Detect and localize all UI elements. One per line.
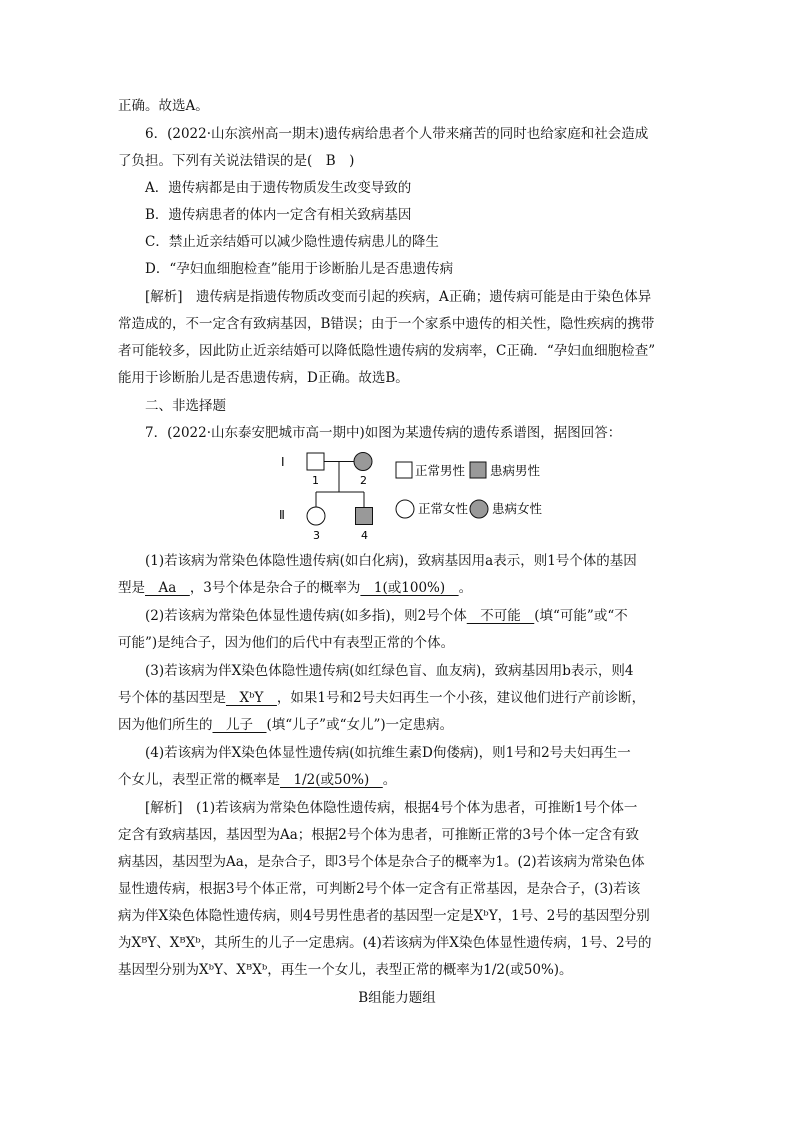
text-span: 号个体的基因型是 xyxy=(118,690,226,706)
answer-blank: Aa xyxy=(145,580,190,596)
sub-question-4-cont xyxy=(118,770,396,790)
answer-blank: 1/2(或50%) xyxy=(280,772,383,788)
sub-question-1: (1)若该病为常染色体隐性遗传病(如白化病)，致病基因用a表示，则1号个体的基因 xyxy=(145,553,637,569)
generation-label-1: I xyxy=(281,455,285,469)
normal-male-1 xyxy=(307,453,324,470)
answer-blank: 儿子 xyxy=(212,717,267,733)
text-line: 正确。故选A。 xyxy=(118,98,209,114)
explanation-6: [解析] 遗传病是指遗传物质改变而引起的疾病，A正确；遗传病可能是由于染色体异 xyxy=(145,289,652,305)
explanation-7: [解析] (1)若该病为常染色体隐性遗传病，根据4号个体为患者，可推断1号个体一 xyxy=(145,800,638,816)
sub-question-3: (3)若该病为伴X染色体隐性遗传病(如红绿色盲、血友病)，致病基因用b表示，则4 xyxy=(145,663,634,679)
text-span: 型是 xyxy=(118,580,145,596)
text-span: 个女儿，表型正常的概率是 xyxy=(118,772,280,788)
explanation-6-cont: 能用于诊断胎儿是否患遗传病，D正确。故选B。 xyxy=(118,370,409,386)
sub-question-4: (4)若该病为伴X染色体显性遗传病(如抗维生素D佝偻病)，则1号和2号夫妇再生一 xyxy=(145,745,631,761)
explanation-7-cont: 定含有致病基因，基因型为Aa；根据2号个体为患者，可推断正常的3号个体一定含有致 xyxy=(118,827,639,843)
sub-question-2-cont: 可能”)是纯合子，因为他们的后代中有表型正常的个体。 xyxy=(118,635,455,651)
explanation-7-cont: 为XᴮY、XᴮXᵇ，其所生的儿子一定患病。(4)若该病为伴X染色体显性遗传病，1号、2号的 xyxy=(118,935,652,951)
individual-number-2: 2 xyxy=(360,474,367,487)
text-span: 。 xyxy=(458,580,473,596)
text-span: (2)若该病为常染色体显性遗传病(如多指)，则2号个体 xyxy=(145,608,467,624)
option-b: B．遗传病患者的体内一定含有相关致病基因 xyxy=(145,207,412,223)
sub-question-3-cont xyxy=(118,688,645,708)
legend-normal-male-label: 正常男性 xyxy=(415,463,466,478)
legend-affected-female-label: 患病女性 xyxy=(492,501,543,516)
individual-number-3: 3 xyxy=(313,529,320,542)
explanation-6-cont: 常造成的，不一定含有致病基因，B错误；由于一个家系中遗传的相关性，隐性疾病的携带 xyxy=(118,316,655,332)
option-d: D．“孕妇血细胞检查”能用于诊断胎儿是否患遗传病 xyxy=(145,261,454,277)
text-span: 。 xyxy=(382,772,397,788)
sub-question-2 xyxy=(145,606,628,626)
answer-blank: 不可能 xyxy=(466,608,535,624)
text-span: 因为他们所生的 xyxy=(118,717,213,733)
text-span: (填“可能”或“不 xyxy=(534,608,628,624)
affected-female-2 xyxy=(354,453,372,471)
generation-label-2: Ⅱ xyxy=(279,508,285,522)
group-heading: B组能力题组 xyxy=(358,990,436,1006)
text-span: ，3号个体是杂合子的概率为 xyxy=(189,580,361,596)
answer-blank: XᵇY xyxy=(226,690,277,706)
sub-question-1-cont xyxy=(118,578,472,598)
explanation-7-cont: 基因型分别为XᵇY、XᴮXᵇ，再生一个女儿，表型正常的概率为1/2(或50%)。 xyxy=(118,962,573,978)
explanation-7-cont: 病基因，基因型为Aa，是杂合子，即3号个体是杂合子的概率为1。(2)若该病为常染色体 xyxy=(118,854,645,870)
explanation-7-cont: 显性遗传病，根据3号个体正常，可判断2号个体一定含有正常基因，是杂合子，(3)若该 xyxy=(118,881,641,897)
question-7-stem: 7．(2022·山东泰安肥城市高一期中)如图为某遗传病的遗传系谱图，据图回答： xyxy=(145,425,622,441)
answer-blank: 1(或100%) xyxy=(360,580,459,596)
question-6-stem: 6．(2022·山东滨州高一期末)遗传病给患者个人带来痛苦的同时也给家庭和社会造成 xyxy=(145,126,649,142)
legend-affected-male-icon xyxy=(470,462,486,478)
legend-affected-male-label: 患病男性 xyxy=(490,463,541,478)
affected-male-4 xyxy=(356,508,373,525)
explanation-6-cont: 者可能较多，因此防止近亲结婚可以降低隐性遗传病的发病率，C正确．“孕妇血细胞检查” xyxy=(118,343,656,359)
question-6-stem-cont: 了负担。下列有关说法错误的是( B ) xyxy=(118,153,355,169)
legend-normal-female-icon xyxy=(396,500,414,518)
normal-female-3 xyxy=(307,507,325,525)
option-c: C．禁止近亲结婚可以减少隐性遗传病患儿的降生 xyxy=(145,234,439,250)
section-heading: 二、非选择题 xyxy=(145,398,226,414)
option-a: A．遗传病都是由于遗传物质发生改变导致的 xyxy=(145,180,412,196)
legend-normal-male-icon xyxy=(396,462,412,478)
explanation-7-cont: 病为伴X染色体隐性遗传病，则4号男性患者的基因型一定是XᵇY，1号、2号的基因型分别 xyxy=(118,908,650,924)
legend-normal-female-label: 正常女性 xyxy=(418,501,469,516)
text-span: (填“儿子”或“女儿”)一定患病。 xyxy=(266,717,454,733)
pedigree-chart xyxy=(275,446,565,546)
sub-question-3-cont xyxy=(118,715,453,735)
individual-number-4: 4 xyxy=(361,529,368,542)
individual-number-1: 1 xyxy=(312,474,319,487)
text-span: ，如果1号和2号夫妇再生一个小孩，建议他们进行产前诊断， xyxy=(276,690,646,706)
legend-affected-female-icon xyxy=(470,500,488,518)
